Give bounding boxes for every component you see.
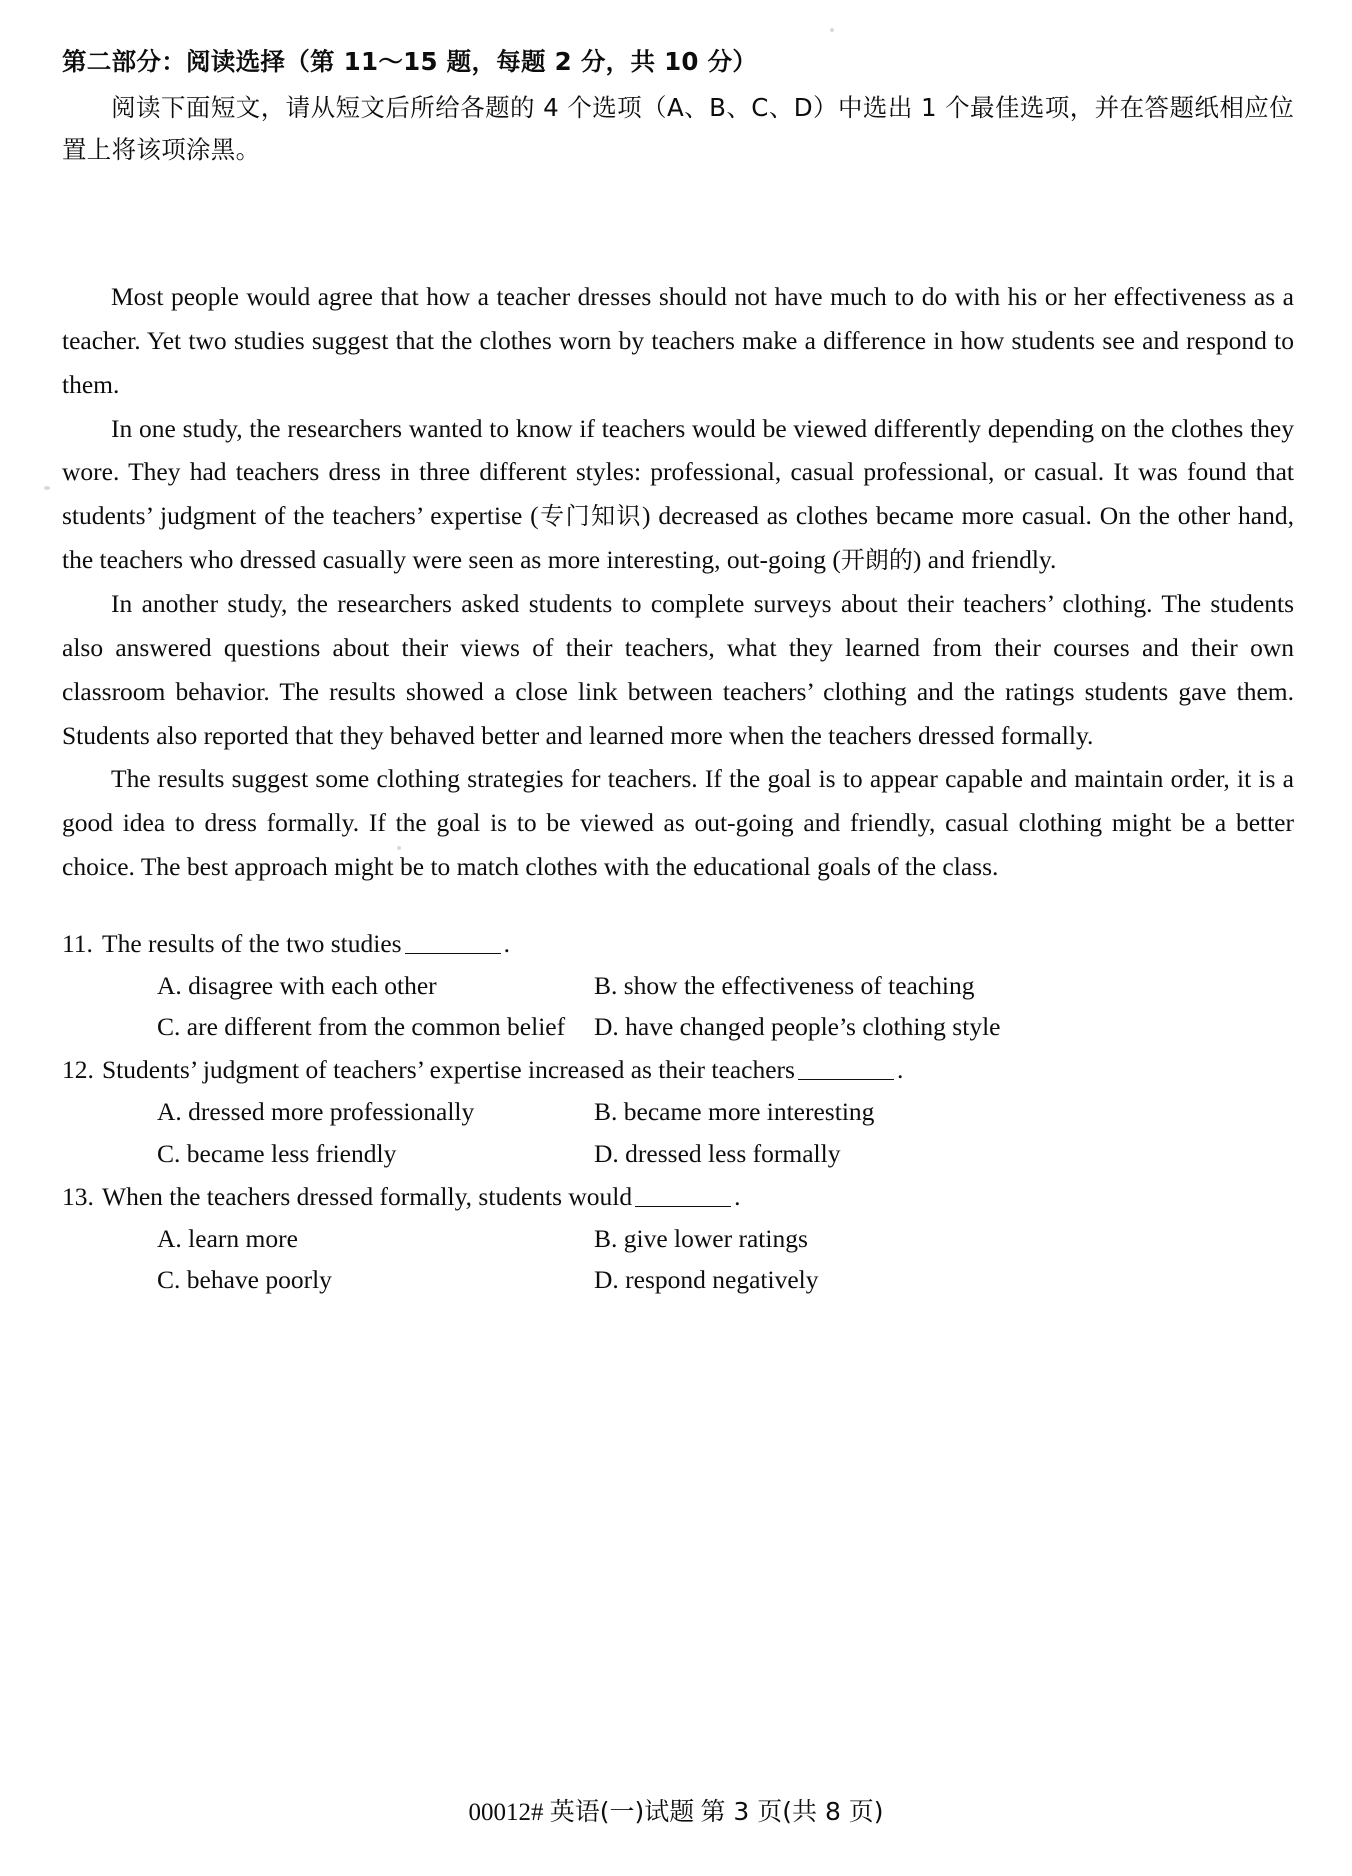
page-footer: [0, 1792, 1352, 1828]
question-13-options-row-1: [62, 1218, 1294, 1259]
answer-blank: [798, 1053, 894, 1081]
passage-paragraph-4: The results suggest some clothing strategies for teachers. If the goal is to appear capable and maintain order, it is a good idea to dress formally. If the goal is to be viewed as out-going and friendly, casual clothing might be a better choice. The best approach might be to match clothes with the educational goals of the class.: [62, 764, 1294, 882]
question-13-option-b[interactable]: B. give lower ratings: [594, 1223, 808, 1253]
question-13-number: 13.: [62, 1181, 94, 1211]
passage-p2-part3: ) and friendly.: [912, 545, 1057, 575]
passage-p2-part2: ) decreased as clothes became more casual. On the other hand, the teachers who dressed casually were seen as more interesting, out-going (: [62, 501, 1294, 575]
question-12-option-a[interactable]: A. dressed more professionally: [157, 1097, 475, 1127]
reading-passage: [62, 275, 1294, 889]
vertical-gap: [62, 171, 1294, 275]
question-list: [62, 923, 1294, 1300]
question-12-option-b[interactable]: B. became more interesting: [594, 1097, 875, 1127]
question-13-option-a[interactable]: A. learn more: [157, 1223, 298, 1253]
passage-p2-part1: In one study, the researchers wanted to know if teachers would be viewed differently depending on the clothes they wore. They had teachers dress in three different styles: professional, casual professional, or casual. It was found that students’ judgment of the teachers’ expertise (: [62, 413, 1294, 531]
instructions: [62, 87, 1294, 171]
page-content: [62, 44, 1294, 1302]
page-speck: [44, 486, 50, 490]
passage-paragraph-3: In another study, the researchers asked students to complete surveys about their teachers’ clothing. The students also answered questions about their views of their teachers, what they learned from their courses and their own classroom behavior. The results showed a close link between teachers’ clothing and the ratings students gave them. Students also reported that they behaved better and learned more when the teachers dressed formally.: [62, 589, 1294, 750]
question-13-text: When the teachers dressed formally, students would: [102, 1181, 633, 1211]
question-13-stem: [62, 1176, 1294, 1218]
instructions-line-1: 阅读下面短文，请从短文后所给各题的 4 个选项（A、B、C、D）中选出 1 个最佳: [111, 92, 1020, 122]
question-12-text: Students’ judgment of teachers’ expertise increased as their teachers: [102, 1055, 795, 1085]
question-13-options-row-2: [62, 1259, 1294, 1300]
question-12-options-row-2: [62, 1133, 1294, 1174]
passage-paragraph-2: [62, 407, 1294, 582]
passage-p2-chinese-gloss-2: 开朗的: [840, 546, 913, 575]
question-11-options-row-2: [62, 1006, 1294, 1047]
question-13-period: .: [734, 1181, 741, 1211]
question-13-option-d[interactable]: D. respond negatively: [594, 1264, 819, 1294]
footer-code: 00012#: [468, 1799, 544, 1826]
answer-blank: [635, 1179, 731, 1207]
question-12: [62, 1049, 1294, 1173]
question-12-option-d[interactable]: D. dressed less formally: [594, 1138, 841, 1168]
question-11-text: The results of the two studies: [102, 929, 402, 959]
footer-subject: 英语(一)试题: [549, 1797, 695, 1826]
question-12-stem: [62, 1049, 1294, 1091]
section-heading: 第二部分：阅读选择（第 11～15 题，每题 2 分，共 10 分）: [62, 47, 758, 76]
question-11-options-row-1: [62, 965, 1294, 1006]
question-11-option-b[interactable]: B. show the effectiveness of teaching: [594, 970, 975, 1000]
footer-page-number: 第 3 页(共 8 页): [700, 1797, 884, 1826]
passage-paragraph-1: Most people would agree that how a teacher dresses should not have much to do with his or her effectiveness as a teacher. Yet two studies suggest that the clothes worn by teachers make a difference in how students see and respond to them.: [62, 282, 1294, 399]
answer-blank: [405, 926, 501, 954]
question-11-option-c[interactable]: C. are different from the common belief: [157, 1012, 566, 1042]
page-speck: [830, 28, 834, 32]
question-11-period: .: [503, 929, 510, 959]
passage-p2-chinese-gloss-1: 专门知识: [538, 502, 643, 531]
question-11-stem: [62, 923, 1294, 965]
question-13: [62, 1176, 1294, 1300]
question-12-number: 12.: [62, 1055, 94, 1085]
question-12-options-row-1: [62, 1091, 1294, 1132]
question-11-option-a[interactable]: A. disagree with each other: [157, 970, 437, 1000]
instructions-line-2: 选项，并在答题纸相应位置上将该项涂黑。: [62, 92, 1294, 164]
question-11: [62, 923, 1294, 1047]
question-12-option-c[interactable]: C. became less friendly: [157, 1138, 397, 1168]
question-13-option-c[interactable]: C. behave poorly: [157, 1264, 332, 1294]
question-12-period: .: [896, 1055, 904, 1085]
question-11-number: 11.: [62, 929, 93, 959]
question-11-option-d[interactable]: D. have changed people’s clothing style: [594, 1012, 1001, 1042]
